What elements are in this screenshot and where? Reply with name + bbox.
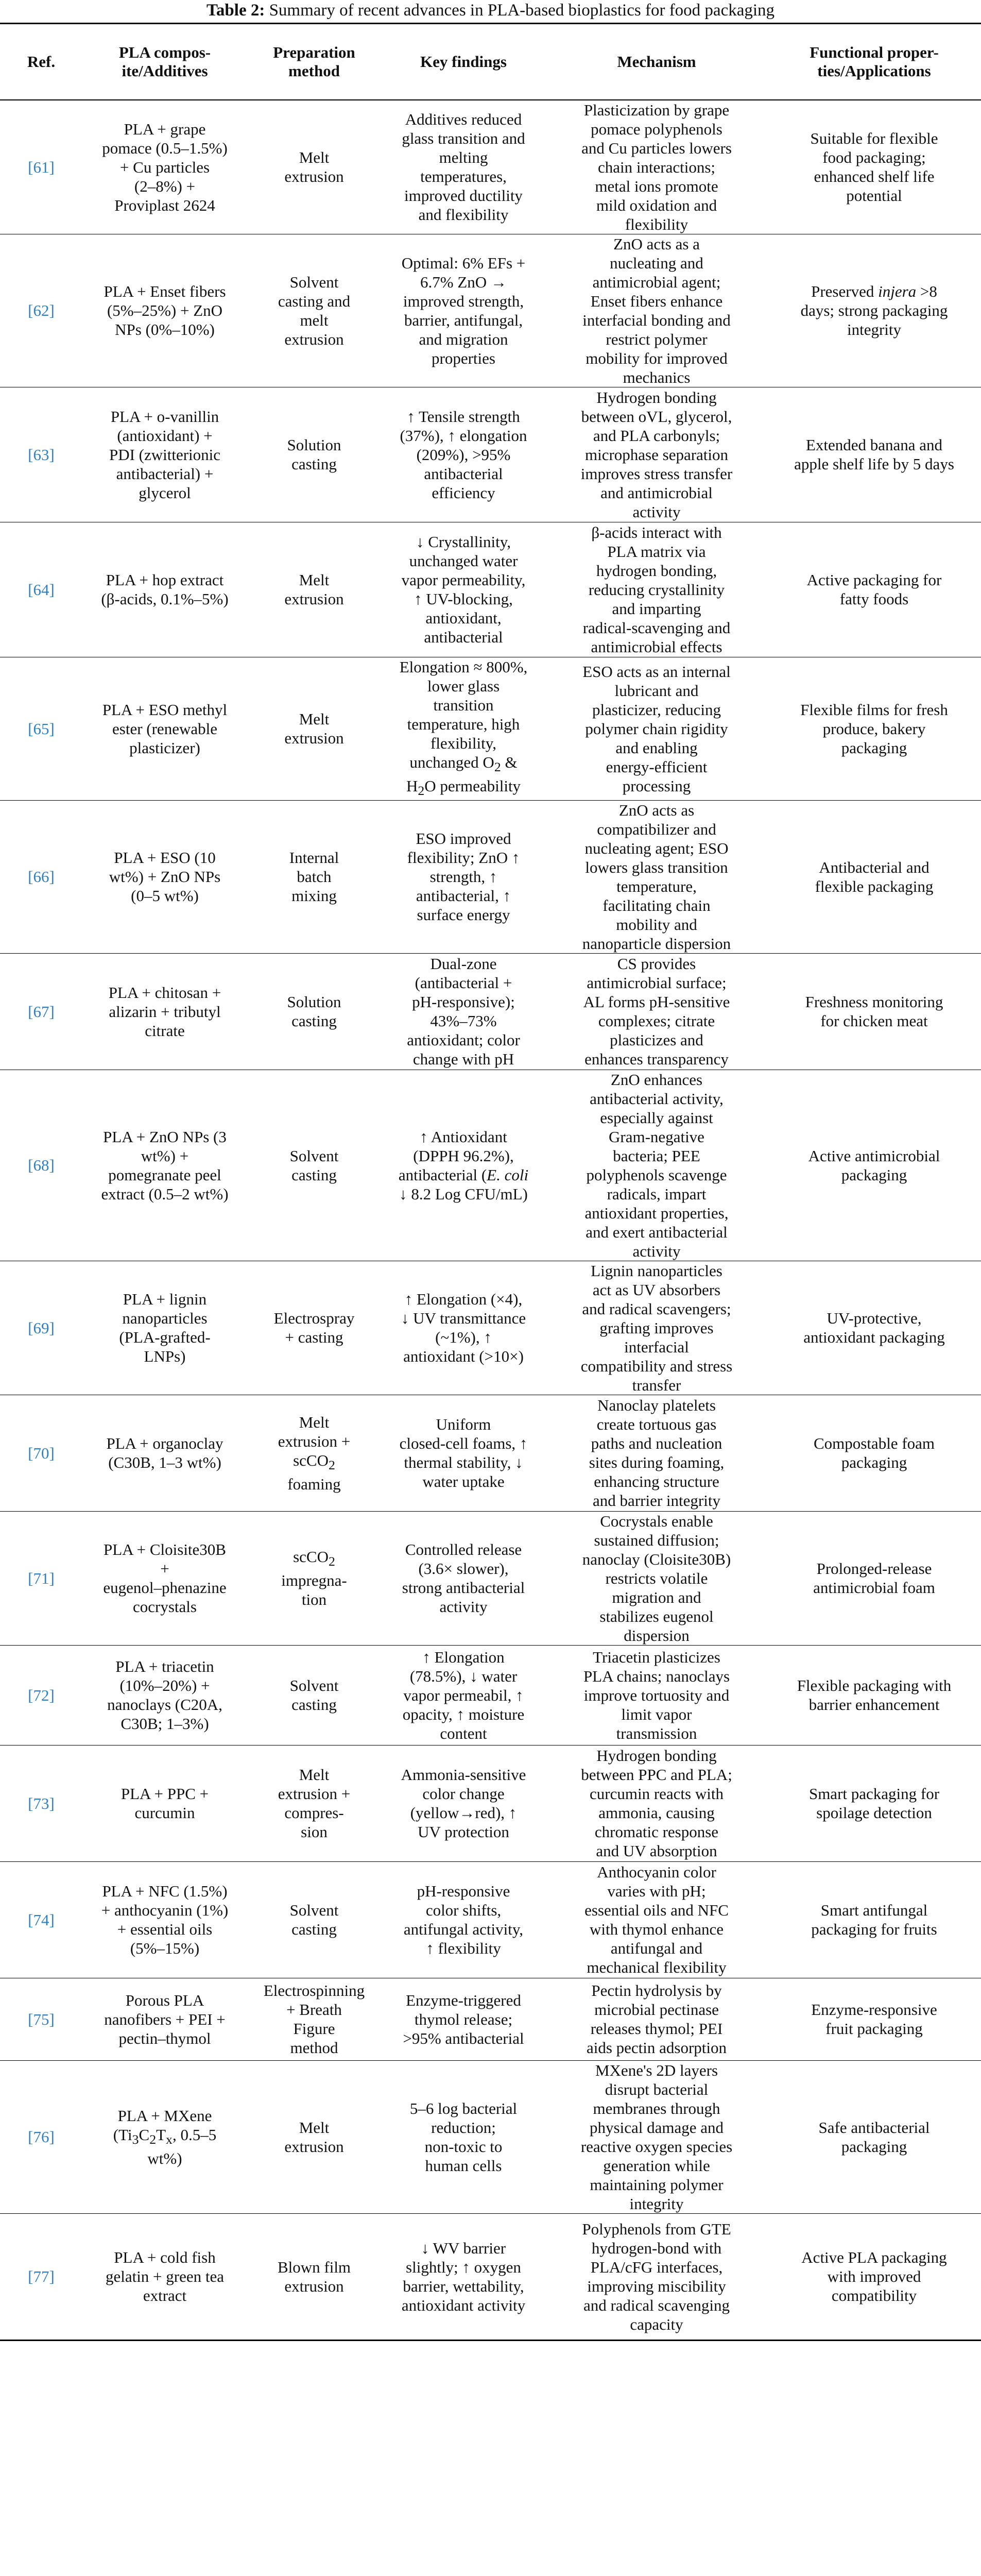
mechanism-cell: Cocrystals enable sustained diffusion; nanoclay (Cloisite30B) restricts volatile migration and stabilizes eugenol dispersion [546, 1511, 767, 1645]
functional-cell: Preserved injera >8 days; strong packaging integrity [767, 234, 981, 387]
composite-cell: PLA + NFC (1.5%) + anthocyanin (1%) + essential oils (5%–15%) [82, 1861, 247, 1978]
mechanism-cell: Pectin hydrolysis by microbial pectinase releases thymol; PEI aids pectin adsorption [546, 1978, 767, 2060]
mechanism-cell: CS provides antimicrobial surface; AL forms pH-sensitive complexes; citrate plasticizes and enhances transparency [546, 953, 767, 1070]
header-composite: PLA compos- ite/Additives [82, 24, 247, 100]
functional-cell: Prolonged-release antimicrobial foam [767, 1511, 981, 1645]
table-row [0, 2060, 981, 2213]
ref-link[interactable]: [68] [0, 1070, 82, 1261]
composite-cell: PLA + Cloisite30B + eugenol–phenazine cocrystals [82, 1511, 247, 1645]
mechanism-cell: Anthocyanin color varies with pH; essential oils and NFC with thymol enhance antifungal and mechanical flexibility [546, 1861, 767, 1978]
table-row [0, 387, 981, 522]
findings-cell: ESO improved flexibility; ZnO ↑ strength, ↑ antibacterial, ↑ surface energy [381, 800, 546, 953]
table-row [0, 1511, 981, 1645]
mechanism-cell: Nanoclay platelets create tortuous gas paths and nucleation sites during foaming, enhancing structure and barrier integrity [546, 1395, 767, 1511]
composite-cell: PLA + PPC + curcumin [82, 1745, 247, 1861]
table-row [0, 234, 981, 387]
ref-link[interactable]: [69] [0, 1261, 82, 1395]
ref-link[interactable]: [67] [0, 953, 82, 1070]
mechanism-cell: ZnO enhances antibacterial activity, especially against Gram-negative bacteria; PEE polyphenols scavenge radicals, impart antioxidant properties, and exert antibacterial activity [546, 1070, 767, 1261]
header-functional: Functional proper- ties/Applications [767, 24, 981, 100]
header-ref: Ref. [0, 24, 82, 100]
findings-cell: ↓ WV barrier slightly; ↑ oxygen barrier, wettability, antioxidant activity [381, 2213, 546, 2340]
table-caption-text: Summary of recent advances in PLA-based bioplastics for food packaging [265, 1, 775, 20]
ref-link[interactable]: [71] [0, 1511, 82, 1645]
mechanism-cell: ZnO acts as compatibilizer and nucleating agent; ESO lowers glass transition temperature, facilitating chain mobility and nanoparticle dispersion [546, 800, 767, 953]
composite-cell: PLA + Enset fibers (5%–25%) + ZnO NPs (0%–10%) [82, 234, 247, 387]
ref-link[interactable]: [73] [0, 1745, 82, 1861]
composite-cell: PLA + chitosan + alizarin + tributyl citrate [82, 953, 247, 1070]
findings-cell: Controlled release (3.6× slower), strong antibacterial activity [381, 1511, 546, 1645]
findings-cell: Ammonia-sensitive color change (yellow→red), ↑ UV protection [381, 1745, 546, 1861]
mechanism-cell: Polyphenols from GTE hydrogen-bond with PLA/cFG interfaces, improving miscibility and radical scavenging capacity [546, 2213, 767, 2340]
table-row [0, 522, 981, 657]
table-row [0, 1645, 981, 1745]
header-findings: Key findings [381, 24, 546, 100]
preparation-cell: Melt extrusion [247, 522, 381, 657]
preparation-cell: Electrospray + casting [247, 1261, 381, 1395]
mechanism-cell: β-acids interact with PLA matrix via hydrogen bonding, reducing crystallinity and imparting radical-scavenging and antimicrobial effects [546, 522, 767, 657]
composite-cell: PLA + triacetin (10%–20%) + nanoclays (C20A, C30B; 1–3%) [82, 1645, 247, 1745]
functional-cell: UV-protective, antioxidant packaging [767, 1261, 981, 1395]
preparation-cell: Melt extrusion [247, 100, 381, 234]
preparation-cell: Blown film extrusion [247, 2213, 381, 2340]
functional-cell: Smart packaging for spoilage detection [767, 1745, 981, 1861]
mechanism-cell: Hydrogen bonding between PPC and PLA; curcumin reacts with ammonia, causing chromatic response and UV absorption [546, 1745, 767, 1861]
functional-cell: Freshness monitoring for chicken meat [767, 953, 981, 1070]
mechanism-cell: Lignin nanoparticles act as UV absorbers and radical scavengers; grafting improves interfacial compatibility and stress transfer [546, 1261, 767, 1395]
functional-cell: Suitable for flexible food packaging; enhanced shelf life potential [767, 100, 981, 234]
preparation-cell: scCO$_2$ impregna- tion [247, 1511, 381, 1645]
composite-cell: PLA + o-vanillin (antioxidant) + PDI (zwitterionic antibacterial) + glycerol [82, 387, 247, 522]
ref-link[interactable]: [62] [0, 234, 82, 387]
findings-emphasis: E. coli [487, 1165, 529, 1184]
functional-cell: Active PLA packaging with improved compatibility [767, 2213, 981, 2340]
preparation-cell: Solution casting [247, 387, 381, 522]
findings-cell: 5–6 log bacterial reduction; non-toxic to human cells [381, 2060, 546, 2213]
findings-cell: Additives reduced glass transition and melting temperatures, improved ductility and flexibility [381, 100, 546, 234]
preparation-cell: Melt extrusion + scCO$_2$ foaming [247, 1395, 381, 1511]
mechanism-cell: Triacetin plasticizes PLA chains; nanoclays improve tortuosity and limit vapor transmission [546, 1645, 767, 1745]
table-row [0, 1978, 981, 2060]
composite-cell: Porous PLA nanofibers + PEI + pectin–thymol [82, 1978, 247, 2060]
findings-cell: Uniform closed-cell foams, ↑ thermal stability, ↓ water uptake [381, 1395, 546, 1511]
table-header-row [0, 24, 981, 100]
preparation-cell: Solvent casting [247, 1645, 381, 1745]
preparation-cell: Solvent casting [247, 1861, 381, 1978]
preparation-cell: Melt extrusion + compres- sion [247, 1745, 381, 1861]
ref-link[interactable]: [65] [0, 657, 82, 800]
findings-cell: Dual-zone (antibacterial + pH-responsive); 43%–73% antioxidant; color change with pH [381, 953, 546, 1070]
ref-link[interactable]: [66] [0, 800, 82, 953]
table-row [0, 100, 981, 234]
functional-cell: Extended banana and apple shelf life by 5 days [767, 387, 981, 522]
functional-cell: Smart antifungal packaging for fruits [767, 1861, 981, 1978]
composite-cell: PLA + grape pomace (0.5–1.5%) + Cu particles (2–8%) + Proviplast 2624 [82, 100, 247, 234]
mechanism-cell: MXene's 2D layers disrupt bacterial membranes through physical damage and reactive oxygen species generation while maintaining polymer integrity [546, 2060, 767, 2213]
mechanism-cell: Plasticization by grape pomace polyphenols and Cu particles lowers chain interactions; metal ions promote mild oxidation and flexibility [546, 100, 767, 234]
preparation-cell: Solvent casting and melt extrusion [247, 234, 381, 387]
functional-cell: Antibacterial and flexible packaging [767, 800, 981, 953]
findings-cell: ↑ Elongation (×4), ↓ UV transmittance (~1%), ↑ antioxidant (>10×) [381, 1261, 546, 1395]
table-caption [0, 0, 981, 21]
ref-link[interactable]: [72] [0, 1645, 82, 1745]
functional-emphasis: injera [878, 282, 917, 300]
functional-cell: Enzyme-responsive fruit packaging [767, 1978, 981, 2060]
preparation-cell: Electrospinning + Breath Figure method [247, 1978, 381, 2060]
ref-link[interactable]: [70] [0, 1395, 82, 1511]
functional-cell: Compostable foam packaging [767, 1395, 981, 1511]
functional-cell: Flexible films for fresh produce, bakery packaging [767, 657, 981, 800]
composite-cell: PLA + ZnO NPs (3 wt%) + pomegranate peel extract (0.5–2 wt%) [82, 1070, 247, 1261]
composite-cell: PLA + ESO methyl ester (renewable plasticizer) [82, 657, 247, 800]
functional-cell: Active packaging for fatty foods [767, 522, 981, 657]
preparation-cell: Melt extrusion [247, 657, 381, 800]
preparation-cell: Melt extrusion [247, 2060, 381, 2213]
composite-cell: PLA + MXene ($Ti_3C_2T_x$, 0.5–5 wt%) [82, 2060, 247, 2213]
ref-link[interactable]: [61] [0, 100, 82, 234]
table-row [0, 1261, 981, 1395]
ref-link[interactable]: [75] [0, 1978, 82, 2060]
table-row [0, 2213, 981, 2340]
ref-link[interactable]: [76] [0, 2060, 82, 2213]
functional-cell: Safe antibacterial packaging [767, 2060, 981, 2213]
ref-link[interactable]: [77] [0, 2213, 82, 2340]
composite-cell: PLA + cold fish gelatin + green tea extract [82, 2213, 247, 2340]
mechanism-cell: Hydrogen bonding between oVL, glycerol, and PLA carbonyls; microphase separation improves stress transfer and antimicrobial activity [546, 387, 767, 522]
findings-cell: Optimal: 6% EFs + 6.7% ZnO → improved strength, barrier, antifungal, and migration properties [381, 234, 546, 387]
table-row [0, 657, 981, 800]
findings-cell: ↑ Tensile strength (37%), ↑ elongation (209%), >95% antibacterial efficiency [381, 387, 546, 522]
findings-cell: pH-responsive color shifts, antifungal activity, ↑ flexibility [381, 1861, 546, 1978]
summary-table [0, 23, 981, 2341]
table-row [0, 1745, 981, 1861]
preparation-cell: Solution casting [247, 953, 381, 1070]
findings-cell: Elongation ≈ 800%, lower glass transition temperature, high flexibility, unchanged $O_2$ & $H_2O$ permeability [381, 657, 546, 800]
mechanism-cell: ZnO acts as a nucleating and antimicrobial agent; Enset fibers enhance interfacial bonding and restrict polymer mobility for improved mechanics [546, 234, 767, 387]
functional-cell: Flexible packaging with barrier enhancement [767, 1645, 981, 1745]
mechanism-cell: ESO acts as an internal lubricant and plasticizer, reducing polymer chain rigidity and enabling energy-efficient processing [546, 657, 767, 800]
functional-cell: Active antimicrobial packaging [767, 1070, 981, 1261]
header-mechanism: Mechanism [546, 24, 767, 100]
findings-cell: ↑ Antioxidant (DPPH 96.2%), antibacterial (E. coli ↓ 8.2 Log CFU/mL) [381, 1070, 546, 1261]
composite-cell: PLA + organoclay (C30B, 1–3 wt%) [82, 1395, 247, 1511]
composite-cell: PLA + lignin nanoparticles (PLA-grafted- LNPs) [82, 1261, 247, 1395]
findings-cell: ↓ Crystallinity, unchanged water vapor permeability, ↑ UV-blocking, antioxidant, antibacterial [381, 522, 546, 657]
table-row [0, 953, 981, 1070]
table-caption-label: Table 2: [206, 1, 265, 20]
table-row [0, 1861, 981, 1978]
table-row [0, 1395, 981, 1511]
composite-cell: PLA + ESO (10 wt%) + ZnO NPs (0–5 wt%) [82, 800, 247, 953]
header-preparation: Preparation method [247, 24, 381, 100]
table-row [0, 1070, 981, 1261]
table-row [0, 800, 981, 953]
ref-link[interactable]: [74] [0, 1861, 82, 1978]
composite-cell: PLA + hop extract (β-acids, 0.1%–5%) [82, 522, 247, 657]
findings-cell: Enzyme-triggered thymol release; >95% antibacterial [381, 1978, 546, 2060]
findings-cell: ↑ Elongation (78.5%), ↓ water vapor permeabil, ↑ opacity, ↑ moisture content [381, 1645, 546, 1745]
ref-link[interactable]: [63] [0, 387, 82, 522]
ref-link[interactable]: [64] [0, 522, 82, 657]
preparation-cell: Solvent casting [247, 1070, 381, 1261]
preparation-cell: Internal batch mixing [247, 800, 381, 953]
